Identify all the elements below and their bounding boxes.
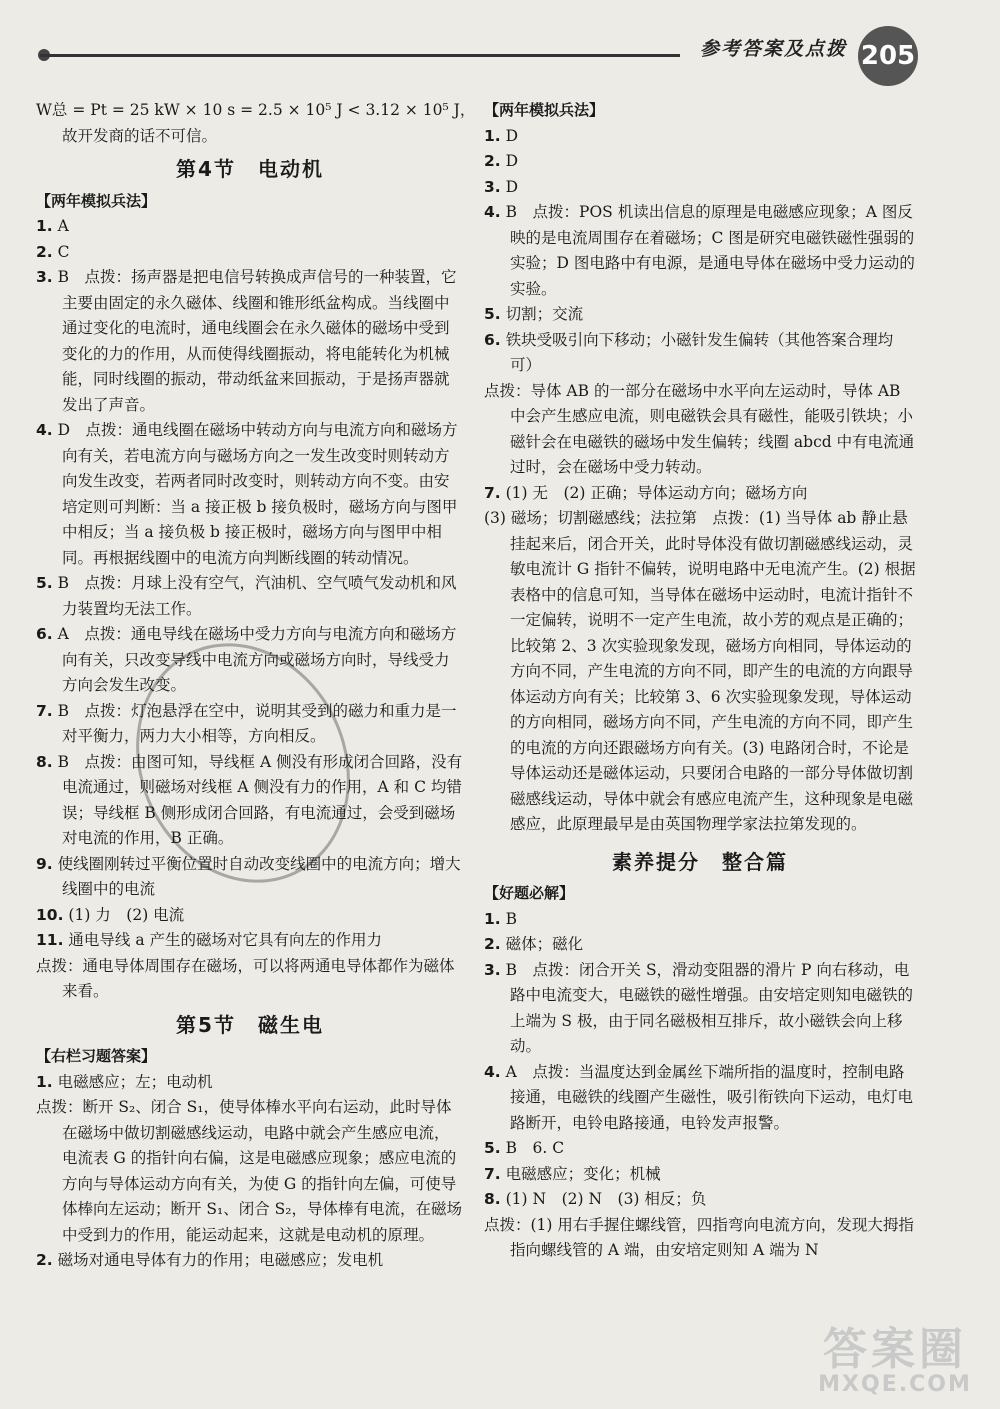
- answer-item: [36, 928, 464, 954]
- answer-number: 9.: [36, 854, 53, 873]
- answer-text: 点拨：(1) 用右手握住螺线管，四指弯向电流方向，发现大拇指指向螺线管的 A 端，由安培定则知 A 端为 N: [484, 1215, 914, 1259]
- answer-number: 8.: [36, 752, 53, 771]
- answer-item: [36, 418, 464, 571]
- answer-item: [484, 379, 916, 481]
- watermark: [800, 1324, 990, 1400]
- answer-text: B 点拨：灯泡悬浮在空中，说明其受到的磁力和重力是一对平衡力，两力大小相等，方向相反。: [57, 701, 457, 745]
- answer-number: 6.: [484, 330, 501, 349]
- answer-number: 6.: [36, 625, 53, 643]
- answer-text: 电磁感应；变化；机械: [505, 1164, 661, 1183]
- answer-item: [484, 149, 916, 175]
- answer-number: 1.: [36, 1072, 53, 1091]
- right-answers-2: [484, 907, 916, 1264]
- answer-item: [484, 1136, 916, 1162]
- header-line: [40, 54, 680, 57]
- answer-number: 5.: [36, 574, 53, 592]
- answer-number: 1.: [484, 126, 501, 145]
- answer-text: D: [505, 177, 519, 196]
- answer-text: (3) 磁场；切割磁感线；法拉第 点拨：(1) 当导体 ab 静止悬挂起来后，闭合开关，此时导体没有做切割磁感线运动，灵敏电流计 G 指针不偏转，说明电路中无电流产生。(2) 根据表格中的信息可知，当导体在磁场中运动时，电流计指针不一定偏转，说明不一定产生电流，故小芳的观点是正确的；比较第 2、3 次实验现象发现，磁场方向相同，导体运动的方向不同，产生电流的方向不同，即产生的电流的方向跟导体运动方向有关；比较第 3、6 次实验现象发现，导体运动的方向相同，磁场方向不同，产生电流的方向不同，即产生的电流的方向还跟磁场方向有关。(3) 电路闭合时，不论是导体运动还是磁体运动，只要闭合电路的一部分导体做切割磁感线运动，导体中就会有感应电流产生，这种现象是电磁感应，此原理最早是由英国物理学家法拉第发现的。: [484, 509, 916, 833]
- answer-text: 电磁感应；左；电动机: [57, 1072, 213, 1091]
- right-bracket-2: 【好题必解】: [484, 884, 575, 902]
- answer-item: [36, 1070, 464, 1096]
- answer-text: (1) N (2) N (3) 相反；负: [505, 1190, 707, 1208]
- answer-text: B 点拨：扬声器是把电信号转换成声信号的一种装置，它主要由固定的永久磁体、线圈和锥形纸盆构成。当线圈中通过变化的电流时，通电线圈会在永久磁体的磁场中受到变化的力的作用，从而使得线圈振动，将电能转化为机械能，同时线圈的振动，带动纸盆来回振动，于是扬声器就发出了声音。: [57, 268, 457, 414]
- answer-item: [36, 240, 464, 266]
- answer-item: [484, 328, 916, 379]
- answer-text: 点拨：通电导体周围存在磁场，可以将两通电导体都作为磁体来看。: [36, 956, 455, 1000]
- answer-text: D: [505, 126, 519, 145]
- answer-text: 点拨：导体 AB 的一部分在磁场中水平向左运动时，导体 AB 中会产生感应电流，则电磁铁会具有磁性，能吸引铁块；小磁针会在电磁铁的磁场中发生偏转；线圈 abcd 中有电流通过时，会在磁场中受力转动。: [484, 381, 915, 476]
- answer-text: 磁体；磁化: [505, 935, 584, 953]
- answer-text: B 点拨：POS 机读出信息的原理是电磁感应现象；A 图反映的是电流周围存在着磁场；C 图是研究电磁铁磁性强弱的实验；D 图电路中有电源，是通电导体在磁场中受力运动的实验。: [505, 203, 915, 298]
- section-5-bracket: 【右栏习题答案】: [36, 1047, 157, 1065]
- answer-text: 使线圈刚转过平衡位置时自动改变线圈中的电流方向；增大线圈中的电流: [57, 854, 461, 898]
- answer-text: 铁块受吸引向下移动；小磁针发生偏转（其他答案合理均可）: [505, 330, 894, 374]
- answer-item: [484, 907, 916, 933]
- answer-number: 7.: [484, 1164, 501, 1183]
- section-5-title: 第5节 磁生电: [176, 1012, 324, 1037]
- intro-line-1: W总 = Pt = 25 kW × 10 s = 2.5 × 10⁵ J < 3.12 × 10⁵ J，: [36, 101, 476, 119]
- answer-item: [484, 302, 916, 328]
- right-column: [484, 98, 916, 1264]
- answer-item: [36, 852, 464, 903]
- answer-text: 切割；交流: [505, 305, 584, 323]
- answer-number: 5.: [484, 305, 501, 323]
- answer-text: 磁场对通电导体有力的作用；电磁感应；发电机: [57, 1251, 384, 1269]
- answer-item: [36, 903, 464, 929]
- answer-number: 10.: [36, 905, 64, 924]
- watermark-sub: MXQE.COM: [818, 1372, 972, 1397]
- section-integration-title: 素养提分 整合篇: [612, 849, 788, 874]
- answer-item: [36, 214, 464, 240]
- answer-number: 2.: [484, 935, 501, 953]
- answer-number: 7.: [36, 701, 53, 720]
- section-4-title: 第4节 电动机: [176, 157, 324, 181]
- answer-number: 4.: [484, 203, 501, 221]
- answer-number: 4.: [36, 421, 53, 439]
- answer-item: [36, 699, 464, 750]
- answer-item: [484, 124, 916, 150]
- answer-text: A: [57, 217, 69, 235]
- answer-item: [36, 265, 464, 418]
- answer-item: [36, 750, 464, 852]
- answer-number: 4.: [484, 1062, 501, 1081]
- answer-text: B 点拨：月球上没有空气，汽油机、空气喷气发动机和风力装置均无法工作。: [57, 574, 457, 618]
- answer-item: [484, 1187, 916, 1213]
- answer-text: A 点拨：当温度达到金属丝下端所指的温度时，控制电路接通，电磁铁的线圈产生磁性，吸引衔铁向下运动，电灯电路断开，电铃电路接通，电铃发声报警。: [505, 1062, 914, 1132]
- answer-item: [484, 932, 916, 958]
- answer-item: [484, 200, 916, 302]
- answer-number: 3.: [484, 177, 501, 196]
- answer-item: [36, 1095, 464, 1248]
- answer-number: 5.: [484, 1139, 501, 1157]
- answer-text: (1) 无 (2) 正确；导体运动方向；磁场方向: [505, 483, 808, 502]
- answer-number: 2.: [36, 1251, 53, 1269]
- answer-item: [36, 571, 464, 622]
- answer-number: 3.: [36, 268, 53, 286]
- header-title: 参考答案及点拨: [700, 38, 848, 60]
- watermark-main: 答案圈: [823, 1324, 967, 1375]
- answer-number: 7.: [484, 483, 501, 502]
- answer-text: B 6. C: [505, 1139, 565, 1157]
- answer-item: [36, 954, 464, 1005]
- answer-item: [36, 1248, 464, 1274]
- right-bracket-1: 【两年模拟兵法】: [484, 101, 605, 119]
- answer-number: 2.: [484, 152, 501, 170]
- left-column: [36, 98, 476, 1274]
- answer-item: [484, 506, 916, 838]
- answer-number: 3.: [484, 960, 501, 979]
- answer-text: B 点拨：由图可知，导线框 A 侧没有形成闭合回路，没有电流通过，则磁场对线框 A 侧没有力的作用，A 和 C 均错误；导线框 B 侧形成闭合回路，有电流通过，会受到磁场对电流的作用，B 正确。: [57, 752, 463, 847]
- answer-item: [484, 175, 916, 201]
- answer-number: 11.: [36, 931, 64, 949]
- right-answers-1: [484, 124, 916, 838]
- answer-item: [36, 622, 464, 699]
- answer-number: 8.: [484, 1190, 501, 1208]
- answer-number: 1.: [484, 909, 501, 928]
- answer-text: B 点拨：闭合开关 S，滑动变阻器的滑片 P 向右移动，电路中电流变大，电磁铁的磁性增强。由安培定则知电磁铁的上端为 S 极，由于同名磁极相互排斥，故小磁铁会向上移动。: [505, 960, 914, 1055]
- section-5-answers: [36, 1070, 464, 1274]
- answer-text: C: [57, 242, 70, 261]
- answer-number: 1.: [36, 217, 53, 235]
- intro-line-2: 故开发商的话不可信。: [62, 126, 218, 145]
- answer-text: D: [505, 152, 519, 170]
- answer-text: 通电导线 a 产生的磁场对它具有向左的作用力: [68, 931, 383, 949]
- answer-text: D 点拨：通电线圈在磁场中转动方向与电流方向和磁场方向有关，若电流方向与磁场方向之一发生改变时则转动方向发生改变，若两者同时改变时，则转动方向不变。由安培定则可判断：当 a 接正极 b 接负极时，磁场方向与图甲中相反；当 a 接负极 b 接正极时，磁场方向与图甲中相同。再根据线圈中的电流方向判断线圈的转动情况。: [57, 421, 458, 567]
- answer-text: A 点拨：通电导线在磁场中受力方向与电流方向和磁场方向有关，只改变导线中电流方向或磁场方向时，导线受力方向会发生改变。: [57, 625, 457, 694]
- answer-item: [484, 1213, 916, 1264]
- answer-number: 2.: [36, 242, 53, 261]
- answer-item: [484, 1060, 916, 1137]
- answer-text: (1) 力 (2) 电流: [68, 905, 185, 924]
- page-number: 205: [858, 26, 918, 86]
- section-4-answers: [36, 214, 464, 1005]
- answer-text: 点拨：断开 S₂、闭合 S₁，使导体棒水平向右运动，此时导体在磁场中做切割磁感线运动，电路中就会产生感应电流，电流表 G 的指针向右偏，这是电磁感应现象；感应电流的方向与导体运动方向有关，为使 G 的指针向左偏，可使导体棒向左运动；断开 S₁、闭合 S₂，导体棒有电流，在磁场中受到力的作用，能运动起来，这就是电动机的原理。: [36, 1098, 463, 1244]
- section-4-bracket: 【两年模拟兵法】: [36, 191, 157, 210]
- answer-item: [484, 481, 916, 507]
- answer-item: [484, 958, 916, 1060]
- answer-text: B: [505, 909, 518, 928]
- answer-item: [484, 1162, 916, 1188]
